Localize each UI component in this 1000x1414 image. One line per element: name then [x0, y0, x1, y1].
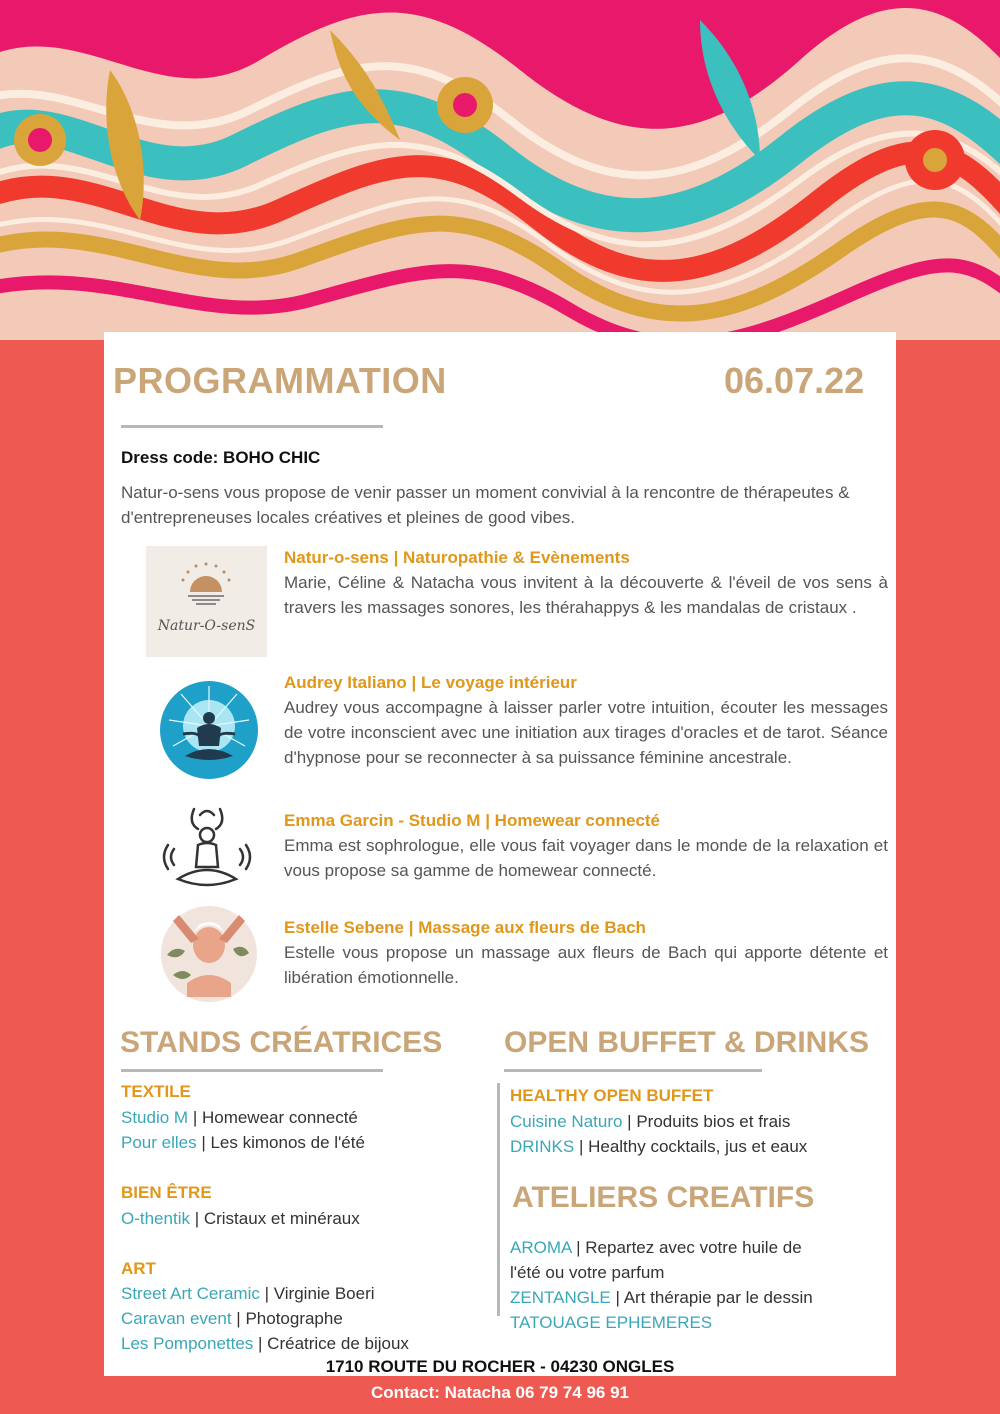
- atelier-name: ZENTANGLE: [510, 1288, 611, 1307]
- buffet-desc: | Produits bios et frais: [622, 1112, 791, 1131]
- logo-wordmark: Natur-O-senS: [157, 618, 256, 634]
- buffet-desc: | Healthy cocktails, jus et eaux: [574, 1137, 808, 1156]
- stands-title: STANDS CRÉATRICES: [120, 1026, 443, 1059]
- stand-item: [121, 1331, 409, 1356]
- entry-description: Emma est sophrologue, elle vous fait voyager dans le monde de la relaxation et vous propose sa gamme de homewear connecté.: [284, 836, 888, 880]
- buffet-item: [510, 1109, 790, 1134]
- healthy-buffet-heading: HEALTHY OPEN BUFFET: [510, 1086, 714, 1105]
- atelier-item: TATOUAGE EPHEMERES: [510, 1313, 713, 1332]
- entry-title: Estelle Sebene | Massage aux fleurs de Bach: [284, 918, 646, 937]
- buffet-name: Cuisine Naturo: [510, 1112, 623, 1131]
- massage-illustration-icon: [157, 905, 261, 1003]
- stand-name: Les Pomponettes: [121, 1334, 254, 1353]
- footer-contact: Contact: Natacha 06 79 74 96 91: [371, 1383, 629, 1402]
- stand-item: [121, 1206, 360, 1231]
- atelier-desc: | Art thérapie par le dessin: [610, 1288, 813, 1307]
- title-divider: [121, 425, 383, 428]
- atelier-item: [510, 1285, 813, 1310]
- sunset-logo-icon: [146, 546, 267, 657]
- stand-name: Pour elles: [121, 1133, 197, 1152]
- textile-heading: TEXTILE: [121, 1082, 191, 1101]
- event-date: 06.07.22: [724, 360, 865, 401]
- stand-name: O-thentik: [121, 1209, 190, 1228]
- dress-code: Dress code: BOHO CHIC: [121, 448, 321, 467]
- meditation-sunburst-icon: [159, 680, 259, 780]
- entry-title: Emma Garcin - Studio M | Homewear connecté: [284, 811, 661, 830]
- buffet-title: OPEN BUFFET & DRINKS: [504, 1026, 870, 1059]
- sophrology-logo: [162, 805, 252, 897]
- decorative-banner: [0, 0, 1000, 340]
- swirl-pattern-illustration: [0, 0, 1000, 340]
- atelier-item-continuation: l'été ou votre parfum: [510, 1263, 665, 1282]
- natur-o-sens-logo: [146, 546, 267, 657]
- meditation-outline-icon: [162, 805, 252, 897]
- entry-natur-o-sens: [284, 545, 888, 620]
- stand-desc: | Homewear connecté: [188, 1108, 358, 1127]
- entry-estelle-sebene: [284, 915, 888, 990]
- buffet-item: [510, 1134, 807, 1159]
- stand-item: [121, 1105, 358, 1130]
- stand-name: Caravan event: [121, 1309, 232, 1328]
- stand-item: [121, 1281, 375, 1306]
- entry-description: Estelle vous propose un massage aux fleurs de Bach qui apporte détente et libération émotionnelle.: [284, 943, 888, 987]
- buffet-vertical-divider: [497, 1083, 500, 1316]
- atelier-desc: | Repartez avec votre huile de: [571, 1238, 802, 1257]
- buffet-divider: [504, 1069, 762, 1072]
- stand-desc: | Les kimonos de l'été: [196, 1133, 365, 1152]
- entry-title: Natur-o-sens | Naturopathie & Evènements: [284, 548, 630, 567]
- entry-description: Marie, Céline & Natacha vous invitent à la découverte & l'éveil de vos sens à travers les massages sonores, les thérahappys & les mandalas de cristaux .: [284, 573, 888, 617]
- massage-logo: [157, 905, 261, 1003]
- meditation-logo: [159, 680, 259, 780]
- stand-name: Studio M: [121, 1108, 189, 1127]
- atelier-name: AROMA: [510, 1238, 572, 1257]
- stand-desc: | Virginie Boeri: [259, 1284, 375, 1303]
- buffet-name: DRINKS: [510, 1137, 575, 1156]
- stand-desc: | Photographe: [231, 1309, 343, 1328]
- footer-address: 1710 ROUTE DU ROCHER - 04230 ONGLES: [325, 1357, 675, 1376]
- stand-desc: | Cristaux et minéraux: [189, 1209, 360, 1228]
- art-heading: ART: [121, 1259, 156, 1278]
- atelier-item: [510, 1235, 802, 1260]
- stand-item: [121, 1306, 343, 1331]
- entry-audrey-italiano: [284, 670, 888, 770]
- stand-name: Street Art Ceramic: [121, 1284, 260, 1303]
- stand-desc: | Créatrice de bijoux: [253, 1334, 409, 1353]
- entry-emma-garcin: [284, 808, 888, 883]
- stands-divider: [121, 1069, 383, 1072]
- ateliers-title: ATELIERS CREATIFS: [512, 1181, 815, 1214]
- page-title: PROGRAMMATION: [113, 360, 447, 401]
- entry-title: Audrey Italiano | Le voyage intérieur: [284, 673, 577, 692]
- stand-item: [121, 1130, 365, 1155]
- bien-etre-heading: BIEN ÊTRE: [121, 1183, 212, 1202]
- intro-paragraph: Natur-o-sens vous propose de venir passer un moment convivial à la rencontre de thérapeutes & d'entrepreneuses locales créatives et pleines de good vibes.: [121, 483, 850, 527]
- entry-description: Audrey vous accompagne à laisser parler votre intuition, écouter les messages de votre inconscient avec une initiation aux tirages d'oracles et de tarot. Séance d'hypnose pour se reconnecter à sa puissance féminine ancestrale.: [284, 698, 888, 767]
